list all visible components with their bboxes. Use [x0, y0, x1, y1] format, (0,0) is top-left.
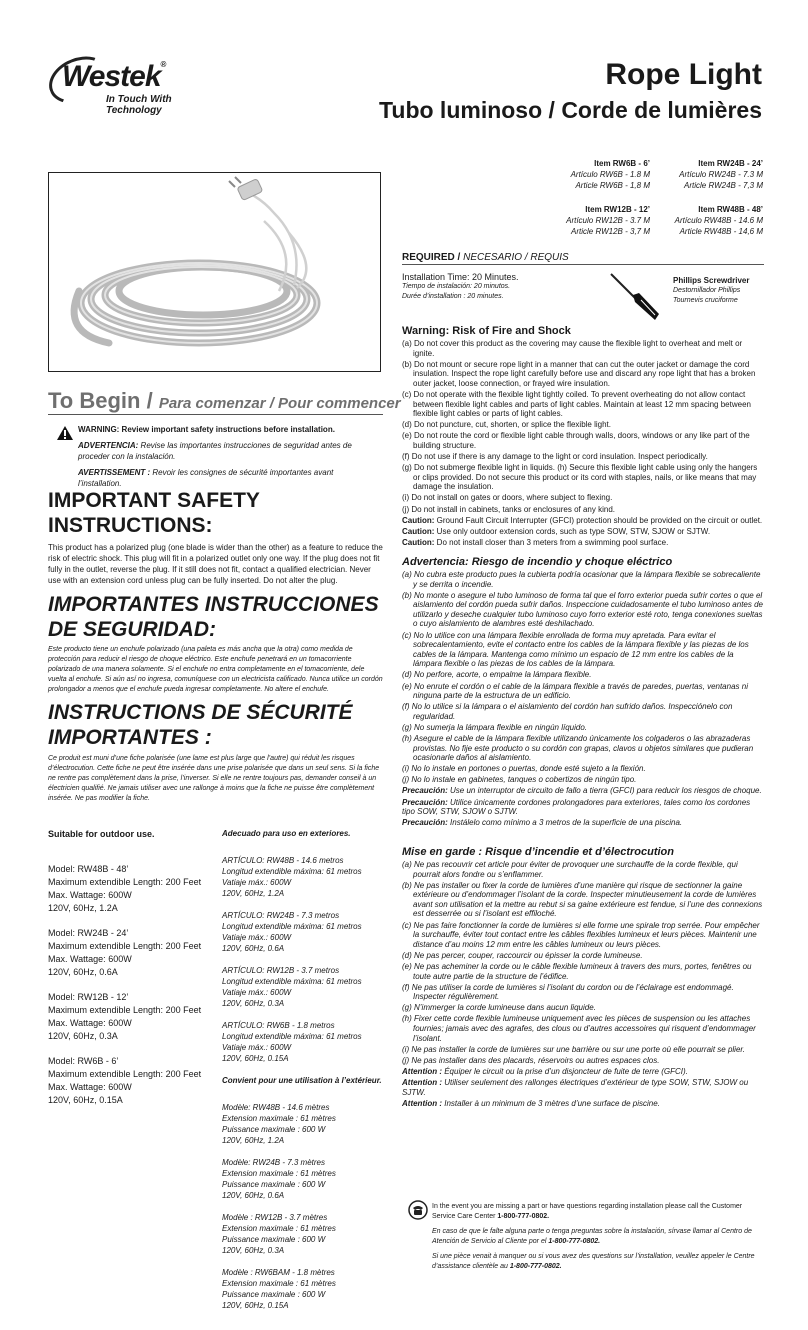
- brand-name: Westek: [62, 60, 161, 93]
- contact-info: [432, 1202, 762, 1277]
- required-heading: REQUIRED / NECESARIO / REQUIS: [402, 252, 569, 263]
- spec-block: Modèle : RW6BAM - 1.8 mètres Extension maximale : 61 mètres Puissance maximale : 600 W 120V, 60Hz, 0.15A: [222, 1268, 336, 1310]
- spec-block: Model: RW12B - 12’ Maximum extendible Length: 200 Feet Max. Wattage: 600W 120V, 60Hz, 0.3A: [48, 992, 202, 1041]
- spec-block: Model: RW24B - 24’ Maximum extendible Length: 200 Feet Max. Wattage: 600W 120V, 60Hz, 0.6A: [48, 928, 202, 977]
- spec-block: ARTÍCULO: RW12B - 3.7 metros Longitud extendible máxima: 61 metros Vatiaje máx.: 600W 120V, 60Hz, 0.3A: [222, 966, 362, 1008]
- risk-heading-en: Warning: Risk of Fire and Shock: [402, 325, 571, 337]
- phone-icon: [408, 1200, 428, 1225]
- item-entry: Item RW48B - 48’ Artículo RW48B - 14.6 M Article RW48B - 14,6 M: [674, 205, 763, 236]
- contact-en: In the event you are missing a part or have questions regarding installation please call the Customer Service Care Center 1-800-777-0802.: [432, 1203, 743, 1220]
- risk-list-es: (a) No cubra este producto pues la cubierta podría ocasionar que la lámpara flexible se sobrecaliente y se derrita o incendie. (b) No monte o asegure el tubo luminoso de forma tal que el forro exterior pueda sufrir cortes o que el aislamiento del cordón pueda sufrir daños. Inspeccione cuidadosamente el tubo luminoso antes de utilizarlo y deseche cualquier tubo luminoso cuyo forro exterior esté roto, tenga conexiones sueltas o cuyo aislamiento de alambres esté deshilachado. (c) No lo utilice con una lámpara flexible enrollada de forma muy apretada. Para evitar el sobrecalentamiento, evite el contacto entre los cables de la lámpara flexible y las piezas de los cables de la lámpara. Mantenga como mínimo un espacio de 12 mm entre los cables de la lámpara flexible o las piezas de los cables de la lámpara. (d) No perfore, acorte, o empalme la lámpara flexible. (e) No enrute el cordón o el cable de la lámpara flexible a través de paredes, puertas, ventanas ni ninguna parte de la estructura de un edificio. (f) No lo utilice si la lámpara o el aislamiento del cordón han sufrido daños. Inspecciónelo con regularidad. (g) No sumerja la lámpara flexible en ningún líquido. (h) Asegure el cable de la lámpara flexible utilizando únicamente los colgaderos o las abrazaderas provistas. No fije este producto o su cordón con grapas, clavos u objetos similares que pudieran ocasionarle daños al aislamiento. (i) No lo instale en portones o puertas, donde esté sujeto a la flexión. (j) No lo instale en gabinetes, tanques o cobertizos de ningún tipo. Precaución: Use un interruptor de circuito de fallo a tierra (GFCI) para reducir los riesgos de choque. Precaución: Utilice únicamente cordones prolongadores para exteriores, tales como los cordones tipo SOW, STW, SJOW o SJTW. Precaución: Instálelo como mínimo a 3 metros de la superficie de una piscina.: [402, 570, 763, 828]
- safety-heading-es: IMPORTANTES INSTRUCCIONES DE SEGURIDAD:: [48, 593, 379, 641]
- page-subtitle: Tubo luminoso / Corde de lumières: [379, 97, 762, 123]
- rope-light-illustration: [49, 173, 380, 371]
- tool-label: Phillips Screwdriver Destornillador Phillips Tournevis cruciforme: [673, 276, 750, 304]
- brand-tagline: In Touch With Technology: [106, 94, 172, 116]
- item-entry: Item RW24B - 24’ Artículo RW24B - 7.3 M Article RW24B - 7,3 M: [679, 159, 763, 190]
- warning-block: [78, 424, 378, 494]
- product-photo: [48, 172, 381, 372]
- spec-block: Model: RW48B - 48’ Maximum extendible Length: 200 Feet Max. Wattage: 600W 120V, 60Hz, 1.2A: [48, 864, 202, 913]
- warning-es: ADVERTENCIA: Revise las importantes instrucciones de seguridad antes de proceder con la instalación.: [78, 441, 352, 461]
- safety-body-fr: Ce produit est muni d’une fiche polarisée (une lame est plus large que l’autre) qui réduit les risques d’électrocution. Cette fiche ne peut être insérée dans une prise polarisée que dans un seul sens. Si la fiche ne rentre pas complètement dans la prise, l’inverser. Si elle ne rentre toujours pas, demander conseil à un électricien qualifié. Ne jamais utiliser avec une rallonge à moins que la fiche ne puisse être complètement insérée. Ne pas modifier la fiche.: [48, 755, 380, 802]
- divider: [402, 264, 764, 265]
- spec-block: ARTÍCULO: RW48B - 14.6 metros Longitud extendible máxima: 61 metros Vatiaje máx.: 600W 120V, 60Hz, 1.2A: [222, 856, 362, 898]
- westek-logo: [48, 52, 218, 116]
- spec-block: Modèle : RW12B - 3.7 mètres Extension maximale : 61 mètres Puissance maximale : 600 W 120V, 60Hz, 0.3A: [222, 1213, 336, 1255]
- install-time: Installation Time: 20 Minutes. Tiempo de instalación: 20 minutos. Durée d’installation : 20 minutes.: [402, 272, 519, 300]
- spec-block: Modèle: RW24B - 7.3 mètres Extension maximale : 61 mètres Puissance maximale : 600 W 120V, 60Hz, 0.6A: [222, 1158, 336, 1200]
- safety-body-es: Este producto tiene un enchufe polarizado (una paleta es más ancha que la otra) como medida de protección para reducir el riesgo de choque eléctrico. Este enchufe penetrará en un tomacorriente polarizado de una manera solamente. Si el enchufe no entra completamente en el tomacorriente, dele vuelta al enchufe. Si aún así no ingresa, comuníquese con un electricista calificado. Nunca utilice un cordón prolongador a menos que el enchufe pueda ingresar completamente. No altere el enchufe.: [48, 646, 383, 693]
- spec-block: Model: RW6B - 6’ Maximum extendible Length: 200 Feet Max. Wattage: 600W 120V, 60Hz, 0.15A: [48, 1056, 202, 1105]
- contact-es: En caso de que le falte alguna parte o tenga preguntas sobre la instalación, sírvase llamar al Centro de Atención de Servicio al Cliente por el 1-800-777-0802.: [432, 1228, 752, 1245]
- specs-es-fr: Adecuado para uso en exteriores. ARTÍCULO: RW48B - 14.6 metros Longitud extendible máxima: 61 metros Vatiaje máx.: 600W 120V, 60Hz, 1.2A ARTÍCULO: RW24B - 7.3 metros Longitud extendible máxima: 61 metros Vatiaje máx.: 600W 120V, 60Hz, 0.6A ARTÍCULO: RW12B - 3.7 metros Longitud extendible máxima: 61 metros Vatiaje máx.: 600W 120V, 60Hz, 0.3A ARTÍCULO: RW6B - 1.8 metros Longitud extendible máxima: 61 metros Vatiaje máx.: 600W 120V, 60Hz, 0.15A Convient pour une utilisation à l’extérieur. Modèle: RW48B - 14.6 mètres Extension maximale : 61 mètres Puissance maximale : 600 W 120V, 60Hz, 1.2A Modèle: RW24B - 7.3 mètres Extension maximale : 61 mètres Puissance maximale : 600 W 120V, 60Hz, 0.6A Modèle : RW12B - 3.7 mètres Extension maximale : 61 mètres Puissance maximale : 600 W 120V, 60Hz, 0.3A Modèle : RW6BAM - 1.8 mètres Extension maximale : 61 mètres Puissance maximale : 600 W 120V, 60Hz, 0.15A: [222, 828, 392, 1322]
- risk-list-en: (a) Do not cover this product as the covering may cause the flexible light to overheat and melt or ignite. (b) Do not mount or secure rope light in a manner that can cut the outer jacket or damage the cord insulation. Inspect the rope light carefully before use and discard any rope light that has a broken outer jacket, loose connection, or frayed wire insulation. (c) Do not operate with the flexible light tightly coiled. To prevent overheating do not allow contact between flexible light cables and parts of light cables. Maintain at least 12 mm spacing between flexible light cables or parts of light cables. (d) Do not puncture, cut, shorten, or splice the flexible light. (e) Do not route the cord or flexible light cable through walls, doors, windows or any like part of the building structure. (f) Do not use if there is any damage to the light or cord insulation. Inspect periodically. (g) Do not submerge flexible light in liquids. (h) Secure this flexible light cable using only the hangers or clips provided. Do not secure this product or its cord with staples, nails, or like means that may damage the insulation. (i) Do not install on gates or doors, where subject to flexing. (j) Do not install in cabinets, tanks or enclosures of any kind. Caution: Ground Fault Circuit Interrupter (GFCI) protection should be provided on the circuit or outlet. Caution: Use only outdoor extension cords, such as type SOW, STW, SJOW or SJTW. Caution: Do not install closer than 3 meters from a swimming pool surface.: [402, 339, 763, 547]
- safety-heading-fr: INSTRUCTIONS DE SÉCURITÉ IMPORTANTES :: [48, 701, 353, 749]
- risk-list-fr: (a) Ne pas recouvrir cet article pour éviter de provoquer une surchauffe de la corde flexible, qui pourrait alors fondre ou s’enflammer. (b) Ne pas installer ou fixer la corde de lumières d’une manière qui risque de sectionner la gaine extérieure ou d’endommager l’isolant de la corde. Inspecter minutieusement la corde de lumières avant son utilisation et la mettre au rebut si sa gaine extérieure est fendue, si l’une des connexions est desserrée ou si l’isolant est effiloché. (c) Ne pas faire fonctionner la corde de lumières si elle forme une spirale trop serrée. Pour empêcher la surchauffe, éviter tout contact entre les câbles flexibles lumineux et leurs pièces. Maintenir une distance d’au moins 12 mm entre les câbles lumineux ou leurs pièces. (d) Ne pas percer, couper, raccourcir ou épisser la corde lumineuse. (e) Ne pas acheminer la corde ou le câble flexible lumineux à travers des murs, portes, fenêtres ou toute autre partie de la structure de l’édifice. (f) Ne pas utiliser la corde de lumières si l’isolant du cordon ou de l’éclairage est endommagé. Inspecter régulièrement. (g) N’immerger la corde lumineuse dans aucun liquide. (h) Fixer cette corde flexible lumineuse uniquement avec les pièces de suspension ou les attaches fournies; jamais avec des agrafes, des clous ou d’autres accessoires qui risquent d’endommager l’isolant. (i) Ne pas installer la corde de lumières sur une barrière ou sur une porte où elle pourrait se plier. (j) Ne pas installer dans des placards, réservoirs ou autres espaces clos. Attention : Équiper le circuit ou la prise d’un disjoncteur de fuite de terre (GFCI). Attention : Utiliser seulement des rallonges électriques d’extérieur de type SOW, STW, SJOW ou SJTW. Attention : Installer à un minimum de 3 mètres d’une surface de piscine.: [402, 860, 763, 1108]
- spec-block: ARTÍCULO: RW24B - 7.3 metros Longitud extendible máxima: 61 metros Vatiaje máx.: 600W 120V, 60Hz, 0.6A: [222, 911, 362, 953]
- risk-heading-es: Advertencia: Riesgo de incendio y choque eléctrico: [402, 556, 673, 568]
- contact-fr: Si une pièce venait à manquer ou si vous avez des questions sur l’installation, veuillez appeler le Centre d’assistance clientèle au 1-800-777-0802.: [432, 1253, 755, 1270]
- warning-fr: AVERTISSEMENT : Revoir les consignes de sécurité importantes avant l’installation.: [78, 468, 334, 488]
- screwdriver-icon: [605, 270, 665, 322]
- spec-block: Modèle: RW48B - 14.6 mètres Extension maximale : 61 mètres Puissance maximale : 600 W 120V, 60Hz, 1.2A: [222, 1103, 336, 1145]
- warning-en: WARNING: Review important safety instructions before installation.: [78, 425, 335, 434]
- spec-block: ARTÍCULO: RW6B - 1.8 metros Longitud extendible máxima: 61 metros Vatiaje máx.: 600W 120V, 60Hz, 0.15A: [222, 1021, 362, 1063]
- safety-body-en: This product has a polarized plug (one blade is wider than the other) as a feature to reduce the risk of electric shock. This plug will fit in a polarized outlet only one way. If the plug does not fit fully in the outlet, reverse the plug. If it still does not fit, contact a qualified electrician. Never use with an extension cord unless plug can be fully inserted. Do not alter the plug.: [48, 543, 383, 585]
- safety-heading-en: IMPORTANT SAFETY INSTRUCTIONS:: [48, 489, 260, 537]
- page-title: Rope Light: [605, 58, 762, 91]
- item-entry: Item RW6B - 6’ Artículo RW6B - 1.8 M Article RW6B - 1,8 M: [570, 159, 650, 190]
- to-begin-heading: To Begin / Para comenzar / Pour commencer: [48, 388, 401, 413]
- item-entry: Item RW12B - 12’ Artículo RW12B - 3.7 M Article RW12B - 3,7 M: [566, 205, 650, 236]
- specs-en: Suitable for outdoor use. Model: RW48B - 48’ Maximum extendible Length: 200 Feet Max. Wattage: 600W 120V, 60Hz, 1.2A Model: RW24B - 24’ Maximum extendible Length: 200 Feet Max. Wattage: 600W 120V, 60Hz, 0.6A Model: RW12B - 12’ Maximum extendible Length: 200 Feet Max. Wattage: 600W 120V, 60Hz, 0.3A Model: RW6B - 6’ Maximum extendible Length: 200 Feet Max. Wattage: 600W 120V, 60Hz, 0.15A: [48, 828, 218, 1119]
- risk-heading-fr: Mise en garde : Risque d’incendie et d’électrocution: [402, 846, 674, 858]
- brand-reg: ®: [160, 60, 166, 69]
- warning-icon: [56, 425, 74, 446]
- divider: [48, 414, 383, 415]
